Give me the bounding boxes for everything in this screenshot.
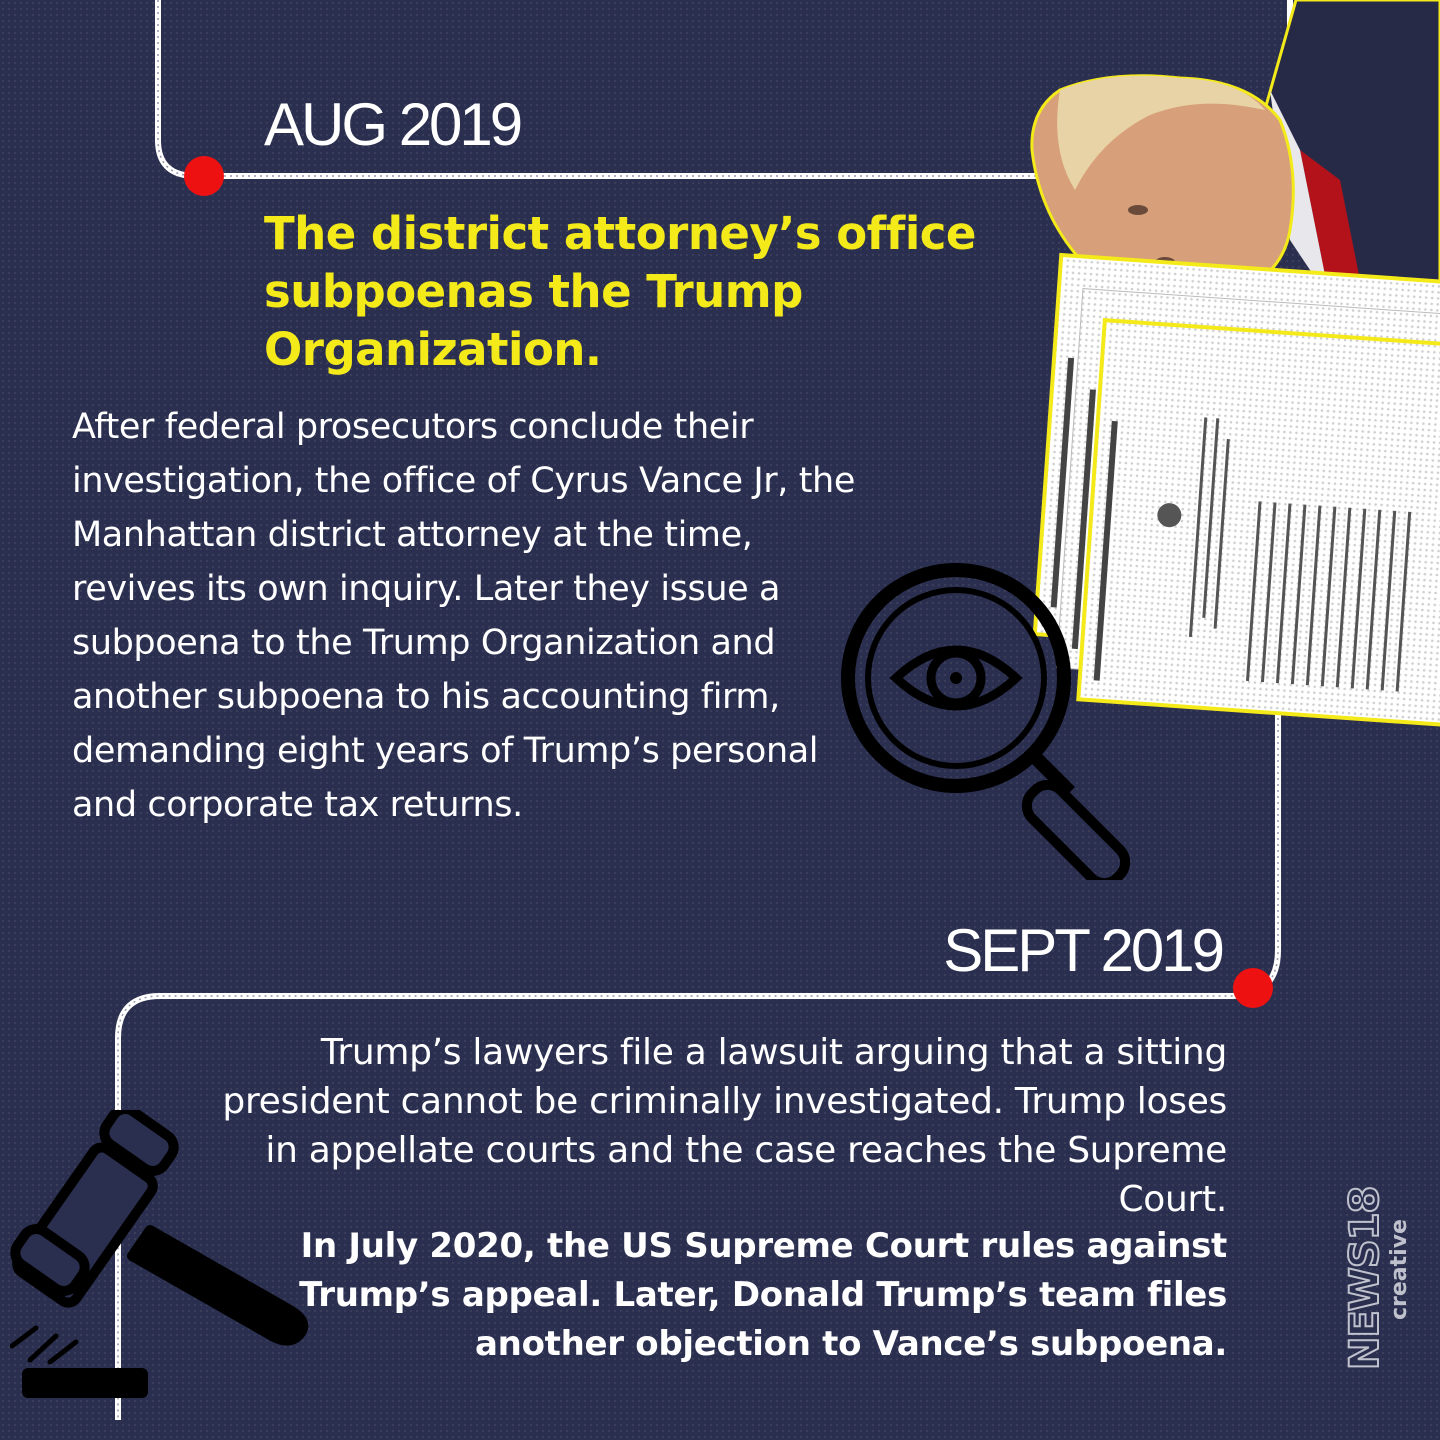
event1-body: After federal prosecutors conclude their investigation, the office of Cyrus Vance Jr, the Manhattan district attorney at the time, revives its own inquiry. Later they issue a subpoena to the Trump Organization and another subpoena to his accounting firm, demanding eight years of Trump’s personal and corporate tax returns. [72,407,855,825]
magnifier-eye-icon [838,560,1168,880]
timeline-dot-icon [1232,967,1274,1009]
brand-logo [1342,1186,1413,1370]
event2-date: SEPT 2019 [943,917,1222,984]
timeline-dot-icon [183,155,225,197]
event1-headline: The district attorney’s office subpoenas the Trump Organization. [264,207,976,376]
brand-sub: creative [1387,1219,1412,1320]
event2-body: Trump’s lawyers file a lawsuit arguing that a sitting president cannot be criminally investigated. Trump loses in appellate courts and the case reaches the Supreme Court. [222,1032,1227,1220]
event1-date: AUG 2019 [264,91,521,158]
event2-body-bold: In July 2020, the US Supreme Court rules against Trump’s appeal. Later, Donald Trump’s team files another objection to Vance’s subpoena. [299,1226,1227,1364]
brand-name: NEWS18 [1342,1186,1388,1370]
